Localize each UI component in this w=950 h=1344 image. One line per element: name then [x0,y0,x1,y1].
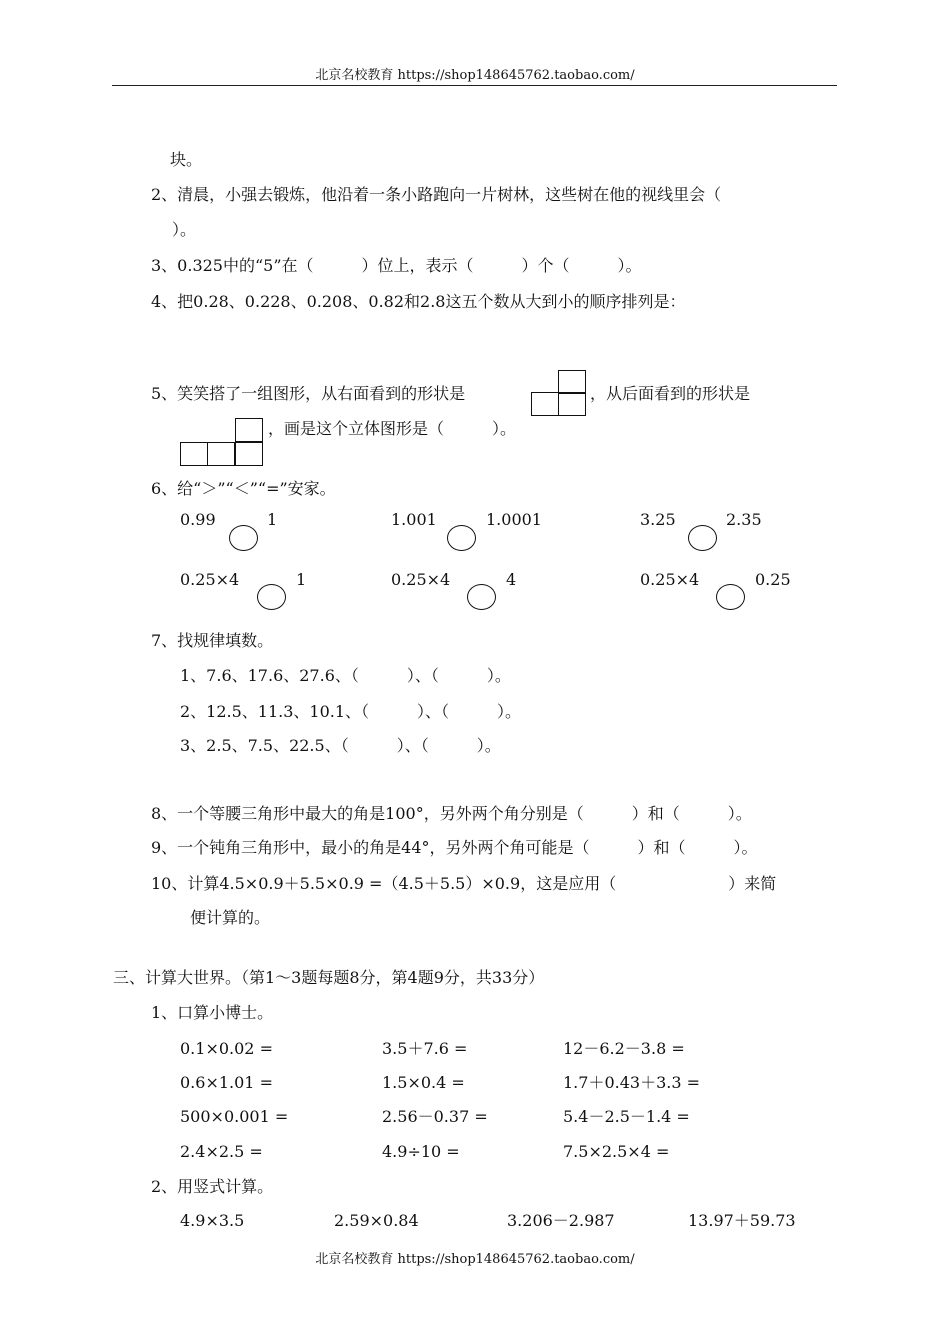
oral-calc-item: 500×0.001 = [180,1107,289,1126]
oral-calc-item: 0.6×1.01 = [180,1073,273,1092]
q3: 3、0.325中的“5”在（ ）位上，表示（ ）个（ ）。 [151,256,642,275]
oral-calc-title: 1、口算小博士。 [151,1003,274,1022]
header-rule [112,85,837,86]
vertical-calc-item: 3.206－2.987 [507,1211,615,1230]
q1-tail: 块。 [170,150,203,169]
q2-line2: ）。 [172,220,197,239]
vertical-calc-title: 2、用竖式计算。 [151,1177,274,1196]
q4: 4、把0.28、0.228、0.208、0.82和2.8这五个数从大到小的顺序排列是： [151,292,686,311]
oral-calc-item: 2.4×2.5 = [180,1142,263,1161]
q2-line1: 2、清晨，小强去锻炼，他沿着一条小路跑向一片树林，这些树在他的视线里会（ [151,185,722,204]
q6-r1c2-right: 1.0001 [486,510,542,529]
page-footer: 北京名校教育 https://shop148645762.taobao.com/ [315,1252,635,1267]
oral-calc-item: 2.56－0.37 = [382,1107,488,1126]
q6-r2c3-right: 0.25 [755,570,791,589]
q7-title: 7、找规律填数。 [151,631,274,650]
q7-item-3: 3、2.5、7.5、22.5、（ ）、（ ）。 [180,736,501,755]
compare-circle[interactable] [716,584,745,610]
q6-r1c3-right: 2.35 [726,510,762,529]
oral-calc-item: 1.7＋0.43＋3.3 = [563,1073,701,1092]
q6-r1c2-left: 1.001 [391,510,437,529]
q6-r1c3-left: 3.25 [640,510,676,529]
q6-r1c1-right: 1 [267,510,278,529]
q6-r2c3-left: 0.25×4 [640,570,700,589]
compare-circle[interactable] [257,584,286,610]
q6-r2c2-right: 4 [506,570,517,589]
q10-line2: 便计算的。 [190,908,271,927]
oral-calc-item: 12－6.2－3.8 = [563,1039,685,1058]
vertical-calc-item: 13.97＋59.73 [688,1211,796,1230]
q8: 8、一个等腰三角形中最大的角是100°，另外两个角分别是（ ）和（ ）。 [151,804,752,823]
oral-calc-item: 5.4－2.5－1.4 = [563,1107,690,1126]
q6-title: 6、给“＞”“＜”“=”安家。 [151,479,336,498]
q6-r2c1-left: 0.25×4 [180,570,240,589]
vertical-calc-item: 2.59×0.84 [334,1211,419,1230]
q10-line1: 10、计算4.5×0.9＋5.5×0.9 =（4.5＋5.5）×0.9，这是应用（ ）来简 [151,874,777,893]
q6-r1c1-left: 0.99 [180,510,216,529]
q7-item-1: 1、7.6、17.6、27.6、（ ）、（ ）。 [180,666,511,685]
oral-calc-item: 1.5×0.4 = [382,1073,465,1092]
q9: 9、一个钝角三角形中，最小的角是44°，另外两个角可能是（ ）和（ ）。 [151,838,758,857]
compare-circle[interactable] [688,525,717,551]
compare-circle[interactable] [447,525,476,551]
q5-part1: 5、笑笑搭了一组图形，从右面看到的形状是 [151,384,466,403]
compare-circle[interactable] [229,525,258,551]
oral-calc-item: 0.1×0.02 = [180,1039,273,1058]
page-header: 北京名校教育 https://shop148645762.taobao.com/ [315,68,635,83]
oral-calc-item: 4.9÷10 = [382,1142,460,1161]
vertical-calc-item: 4.9×3.5 [180,1211,245,1230]
q6-r2c1-right: 1 [296,570,307,589]
oral-calc-item: 7.5×2.5×4 = [563,1142,670,1161]
q6-r2c2-left: 0.25×4 [391,570,451,589]
section3-title: 三、计算大世界。（第1～3题每题8分，第4题9分，共33分） [113,968,545,987]
q5-part3: ，画是这个立体图形是（ ）。 [268,419,517,438]
oral-calc-item: 3.5＋7.6 = [382,1039,468,1058]
q5-part2: ，从后面看到的形状是 [590,384,751,403]
q7-item-2: 2、12.5、11.3、10.1、（ ）、（ ）。 [180,702,522,721]
compare-circle[interactable] [467,584,496,610]
